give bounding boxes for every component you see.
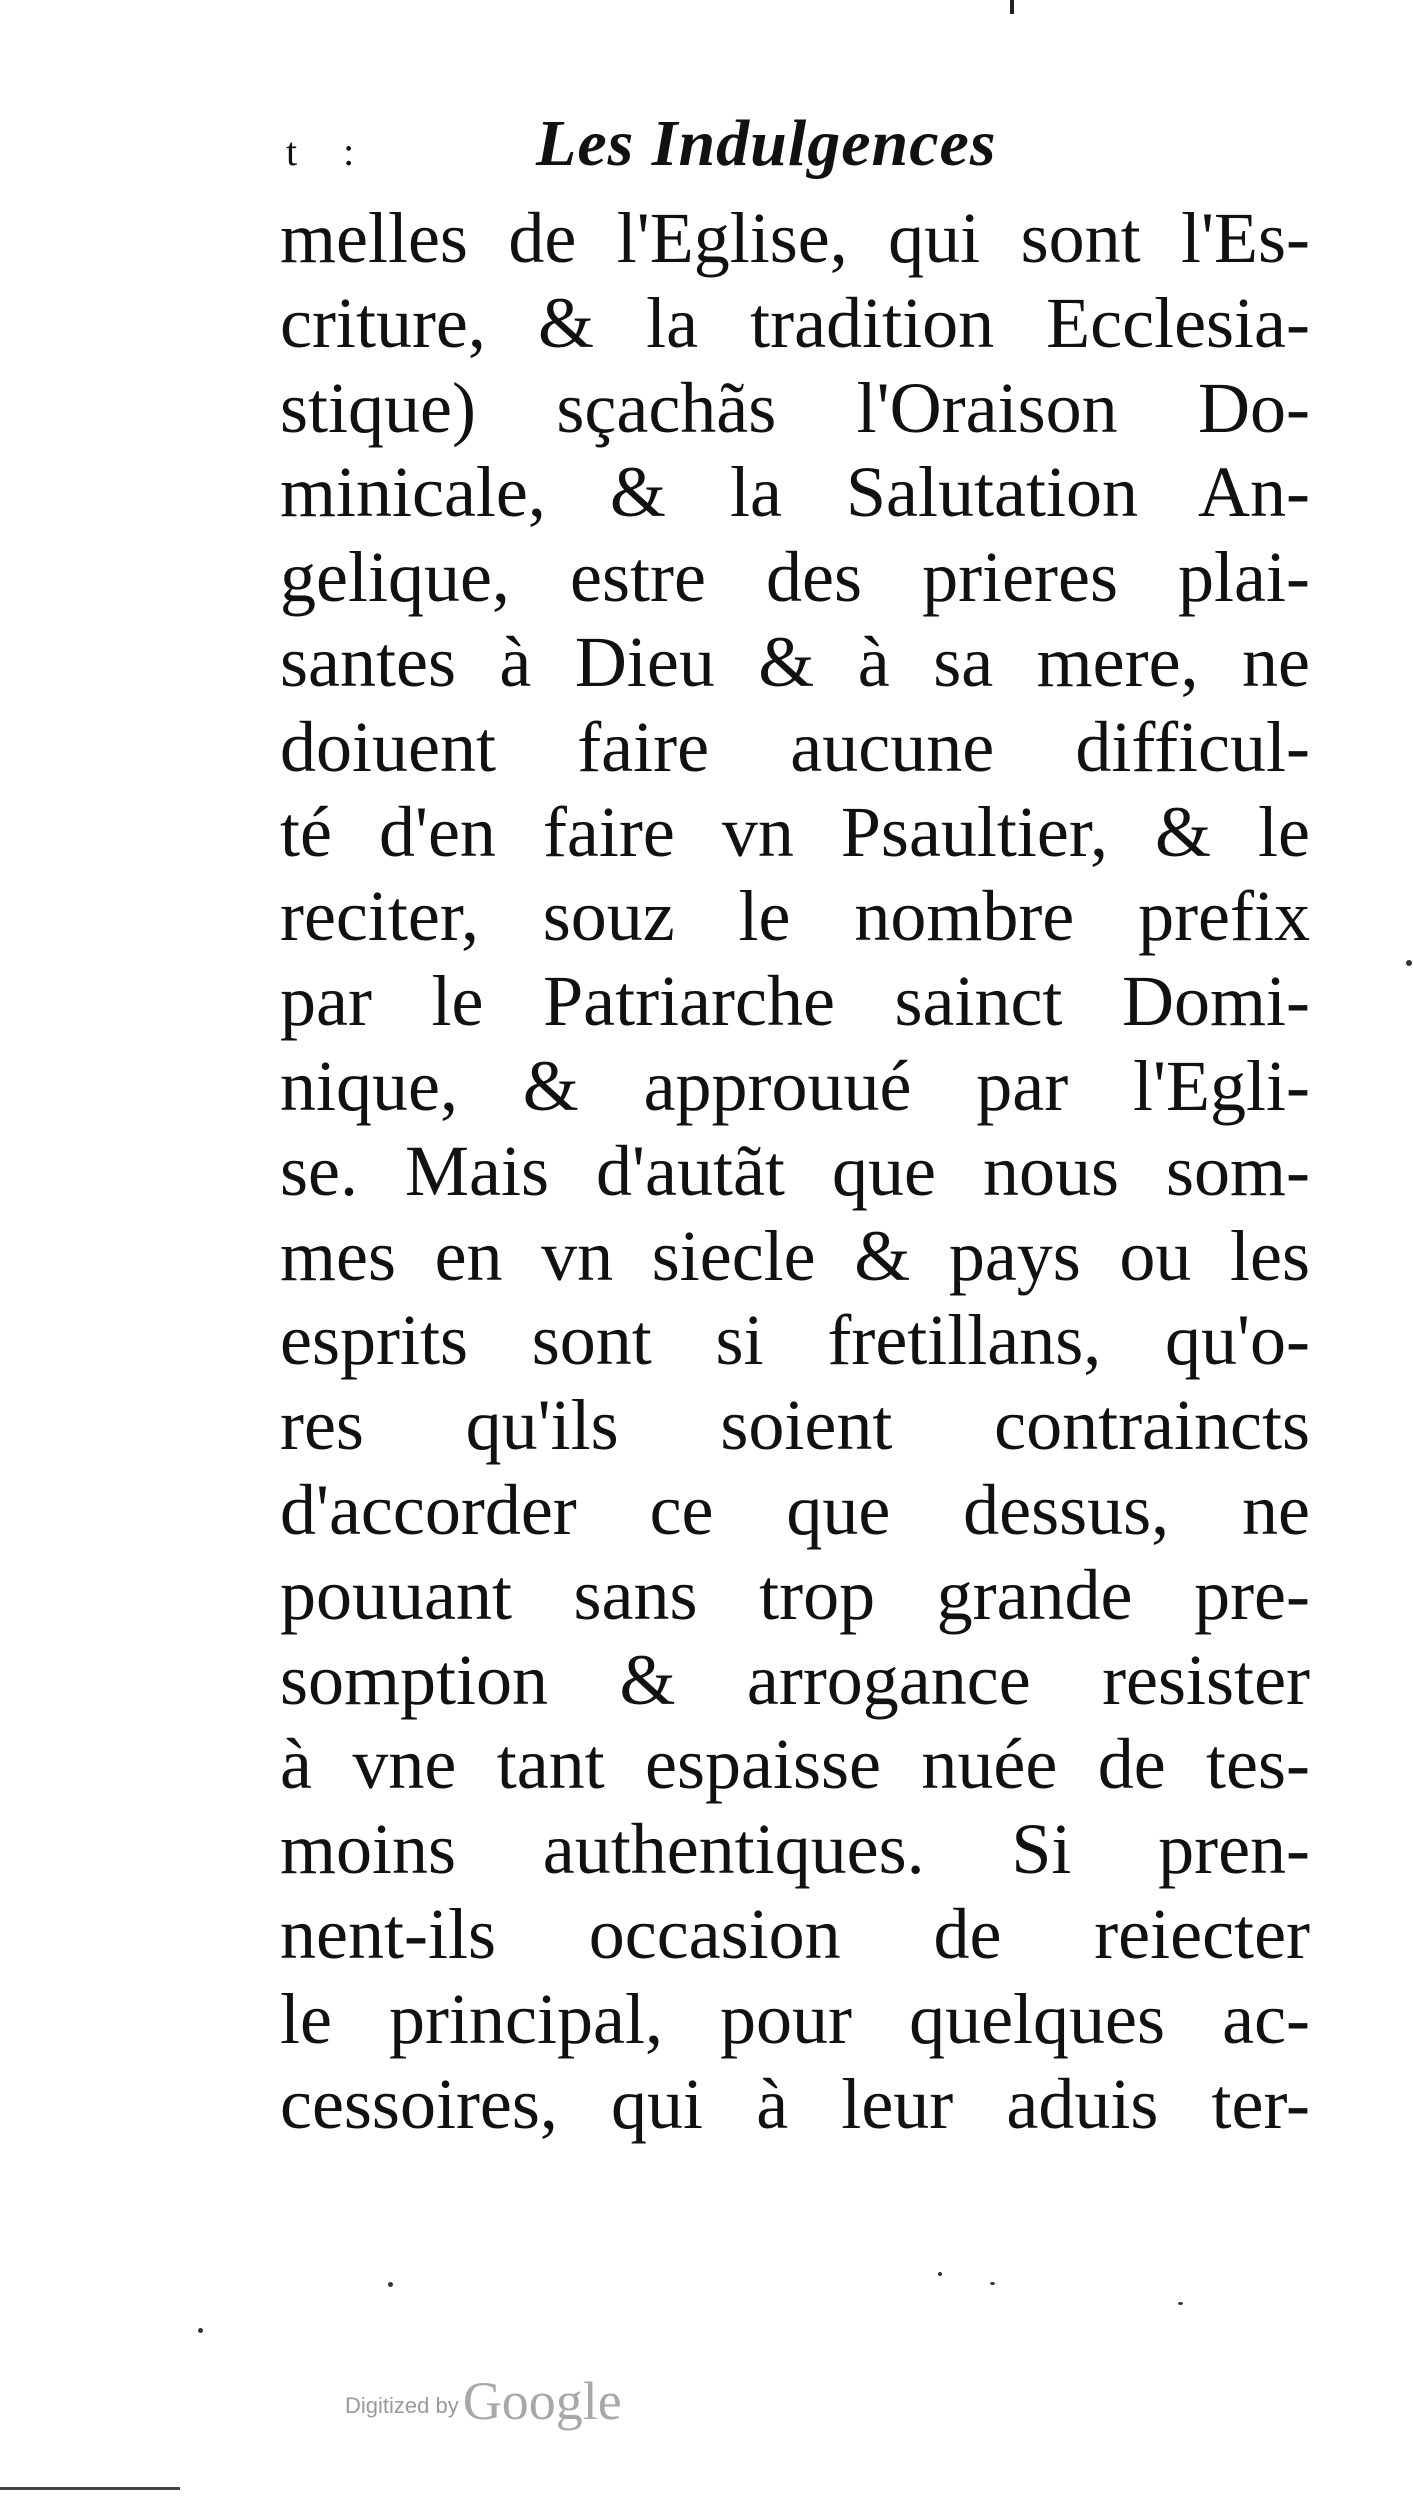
text-line: mes en vn siecle & pays ou les [280, 1215, 1310, 1296]
body-text [280, 196, 1310, 2146]
text-line: criture, & la tradition Ecclesia- [280, 282, 1310, 363]
text-line: minicale, & la Salutation An- [280, 452, 1310, 533]
text-line: santes à Dieu & à sa mere, ne [280, 621, 1310, 702]
text-line: nent-ils occasion de reiecter [280, 1893, 1310, 1974]
text-line: d'accorder ce que dessus, ne [280, 1469, 1310, 1550]
text-line: pouuant sans trop grande pre- [280, 1554, 1310, 1635]
text-line: esprits sont si fretillans, qu'o- [280, 1300, 1310, 1381]
ink-speck [198, 2328, 203, 2333]
text-line: reciter, souz le nombre prefix [280, 876, 1310, 957]
text-line: nique, & approuué par l'Egli- [280, 1045, 1310, 1126]
text-line: res qu'ils soient contraincts [280, 1385, 1310, 1466]
digitized-watermark [345, 2370, 622, 2432]
watermark-prefix: Digitized by [345, 2393, 459, 2418]
text-line: moins authentiques. Si pren- [280, 1809, 1310, 1890]
text-line: doiuent faire aucune difficul- [280, 706, 1310, 787]
text-line: le principal, pour quelques ac- [280, 1978, 1310, 2059]
ink-speck [938, 2272, 942, 2276]
scan-edge [0, 2487, 180, 2490]
gutter-mark: t : [286, 129, 373, 174]
google-logo: Google [462, 2371, 622, 2431]
text-line: stique) sçachãs l'Oraison Do- [280, 367, 1310, 448]
running-head: Les Indulgences [536, 107, 997, 180]
text-line: melles de l'Eglise, qui sont l'Es- [280, 198, 1310, 278]
text-line: se. Mais d'autãt que nous som- [280, 1130, 1310, 1211]
text-line: cessoires, qui à leur aduis ter- [280, 2063, 1310, 2144]
text-line: à vne tant espaisse nuée de tes- [280, 1724, 1310, 1805]
text-line: gelique, estre des prieres plai- [280, 537, 1310, 618]
text-line: té d'en faire vn Psaultier, & le [280, 791, 1310, 872]
ink-speck [1010, 0, 1014, 14]
text-line: somption & arrogance resister [280, 1639, 1310, 1720]
ink-speck [1178, 2302, 1183, 2305]
ink-speck [388, 2282, 393, 2287]
ink-speck [1406, 960, 1412, 966]
ink-speck [990, 2282, 995, 2285]
text-line: par le Patriarche sainct Domi- [280, 961, 1310, 1042]
